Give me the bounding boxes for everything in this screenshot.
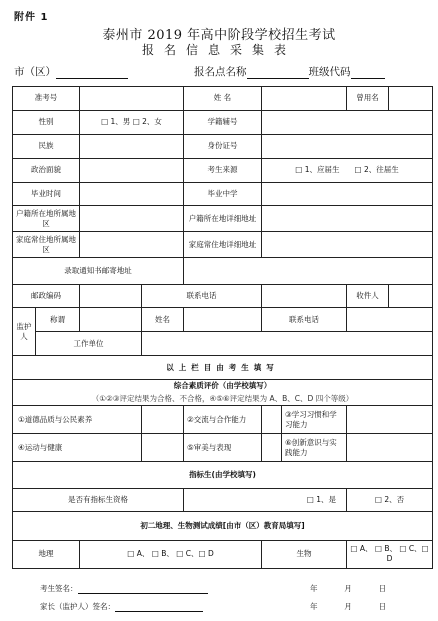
row-eval-title	[13, 380, 433, 393]
work-unit-label: 工作单位	[36, 332, 142, 356]
quota-yes[interactable]: □ 1、是	[184, 488, 347, 512]
student-no-label: 学籍辅号	[184, 110, 262, 134]
quota-title: 指标生(由学校填写)	[13, 462, 433, 488]
quota-label: 是否有指标生资格	[13, 488, 184, 512]
student-no-value[interactable]	[262, 110, 433, 134]
eval-item-5: ⑤审美与表现	[184, 434, 262, 462]
huji-area-label: 户籍所在地所属地区	[13, 206, 80, 232]
source-label: 考生来源	[184, 158, 262, 182]
row-geo-bio	[13, 540, 433, 568]
gender-label: 性别	[13, 110, 80, 134]
huji-addr-value[interactable]	[262, 206, 433, 232]
ethnicity-label: 民族	[13, 134, 80, 158]
student-signature-label: 考生签名：	[40, 584, 78, 593]
relation-label: 称谓	[36, 308, 80, 332]
recipient-label: 收件人	[347, 284, 389, 308]
row-exam-no	[13, 87, 433, 111]
home-area-value[interactable]	[80, 232, 184, 258]
row-geo-bio-title	[13, 512, 433, 540]
notice-addr-value[interactable]	[184, 258, 433, 284]
row-eval-note	[13, 393, 433, 406]
class-label: 班级代码	[308, 66, 351, 78]
row-home	[13, 232, 433, 258]
source-options[interactable]: □ 1、应届生 □ 2、往届生	[262, 158, 433, 182]
huji-addr-label: 户籍所在地详细地址	[184, 206, 262, 232]
row-quota-title	[13, 462, 433, 488]
row-notice-addr	[13, 258, 433, 284]
recipient-value[interactable]	[389, 284, 433, 308]
parent-signature-date	[310, 601, 386, 612]
row-ethnicity	[13, 134, 433, 158]
political-value[interactable]	[80, 158, 184, 182]
eval-value-2[interactable]	[262, 406, 282, 434]
name-label: 姓 名	[184, 87, 262, 111]
geo-bio-title: 初二地理、生物测试成绩[由市（区）教育局填写]	[13, 512, 433, 540]
eval-value-5[interactable]	[262, 434, 282, 462]
notice-addr-label: 录取通知书邮寄地址	[13, 258, 184, 284]
grad-date-label: 毕业时间	[13, 182, 80, 206]
row-eval-1	[13, 406, 433, 434]
biology-label: 生物	[262, 540, 347, 568]
row-huji	[13, 206, 433, 232]
postcode-label: 邮政编码	[13, 284, 80, 308]
date-year-2: 年	[310, 602, 318, 611]
date-day-2: 日	[378, 602, 387, 611]
eval-title: 综合素质评价（由学校填写）	[13, 380, 433, 393]
home-addr-value[interactable]	[262, 232, 433, 258]
phone-value[interactable]	[262, 284, 347, 308]
row-eval-2	[13, 434, 433, 462]
site-field	[194, 64, 385, 79]
city-label: 市（区）	[14, 66, 56, 78]
id-no-value[interactable]	[262, 134, 433, 158]
huji-area-value[interactable]	[80, 206, 184, 232]
registration-table	[12, 86, 433, 569]
city-input-line[interactable]	[56, 66, 128, 79]
form-subtitle: 报名信息采集表	[141, 43, 296, 57]
guardian-phone-value[interactable]	[347, 308, 433, 332]
row-graduation	[13, 182, 433, 206]
city-field	[14, 64, 128, 79]
student-fill-heading: 以上栏目由考生填写	[13, 356, 433, 380]
biology-options[interactable]: □ A、 □ B、 □ C、□ D	[347, 540, 433, 568]
eval-note: （①②③评定结果为合格、不合格，④⑤⑥评定结果为 A、B、C、D 四个等级）	[13, 393, 433, 406]
postcode-value[interactable]	[80, 284, 142, 308]
geography-label: 地理	[13, 540, 80, 568]
guardian-phone-label: 联系电话	[262, 308, 347, 332]
row-quota	[13, 488, 433, 512]
date-day-1: 日	[378, 584, 387, 593]
row-guardian	[13, 308, 433, 332]
row-political	[13, 158, 433, 182]
home-area-label: 家庭常住地所属地区	[13, 232, 80, 258]
row-postcode	[13, 284, 433, 308]
date-month-2: 月	[344, 602, 352, 611]
eval-value-6[interactable]	[347, 434, 433, 462]
eval-value-3[interactable]	[347, 406, 433, 434]
eval-value-1[interactable]	[142, 406, 184, 434]
site-label: 报名点名称	[194, 66, 247, 78]
grad-school-label: 毕业中学	[184, 182, 262, 206]
exam-no-label: 准考号	[13, 87, 80, 111]
class-input-line[interactable]	[351, 66, 385, 79]
row-student-fill	[13, 356, 433, 380]
exam-no-value[interactable]	[80, 87, 184, 111]
student-signature-date	[310, 583, 386, 594]
row-work-unit	[13, 332, 433, 356]
id-no-label: 身份证号	[184, 134, 262, 158]
student-signature-line[interactable]	[78, 584, 208, 594]
guardian-label: 监护人	[13, 308, 36, 356]
date-month-1: 月	[344, 584, 352, 593]
eval-item-2: ②交流与合作能力	[184, 406, 262, 434]
parent-signature-line[interactable]	[115, 602, 203, 612]
parent-signature	[40, 601, 203, 612]
grad-date-value[interactable]	[80, 182, 184, 206]
parent-signature-label: 家长（监护人）签名：	[40, 602, 115, 611]
form-title: 泰州市 2019 年高中阶段学校招生考试	[102, 28, 336, 43]
row-gender	[13, 110, 433, 134]
ethnicity-value[interactable]	[80, 134, 184, 158]
eval-item-4: ④运动与健康	[13, 434, 142, 462]
eval-item-3: ③学习习惯和学习能力	[282, 406, 347, 434]
quota-no[interactable]: □ 2、否	[347, 488, 433, 512]
political-label: 政治面貌	[13, 158, 80, 182]
site-input-line[interactable]	[247, 66, 309, 79]
attachment-label: 附件 1	[14, 12, 49, 23]
eval-item-1: ①道德品质与公民素养	[13, 406, 142, 434]
eval-item-6: ⑥创新意识与实践能力	[282, 434, 347, 462]
geography-options[interactable]: □ A、 □ B、 □ C、□ D	[80, 540, 262, 568]
guardian-name-value[interactable]	[184, 308, 262, 332]
gender-options[interactable]: □ 1、男 □ 2、女	[80, 110, 184, 134]
guardian-name-label: 姓名	[142, 308, 184, 332]
work-unit-value[interactable]	[142, 332, 433, 356]
used-name-label: 曾用名	[347, 87, 389, 111]
relation-value[interactable]	[80, 308, 142, 332]
eval-value-4[interactable]	[142, 434, 184, 462]
grad-school-value[interactable]	[262, 182, 433, 206]
name-value[interactable]	[262, 87, 347, 111]
student-signature	[40, 583, 208, 594]
date-year-1: 年	[310, 584, 318, 593]
home-addr-label: 家庭常住地详细地址	[184, 232, 262, 258]
phone-label: 联系电话	[142, 284, 262, 308]
used-name-value[interactable]	[389, 87, 433, 111]
